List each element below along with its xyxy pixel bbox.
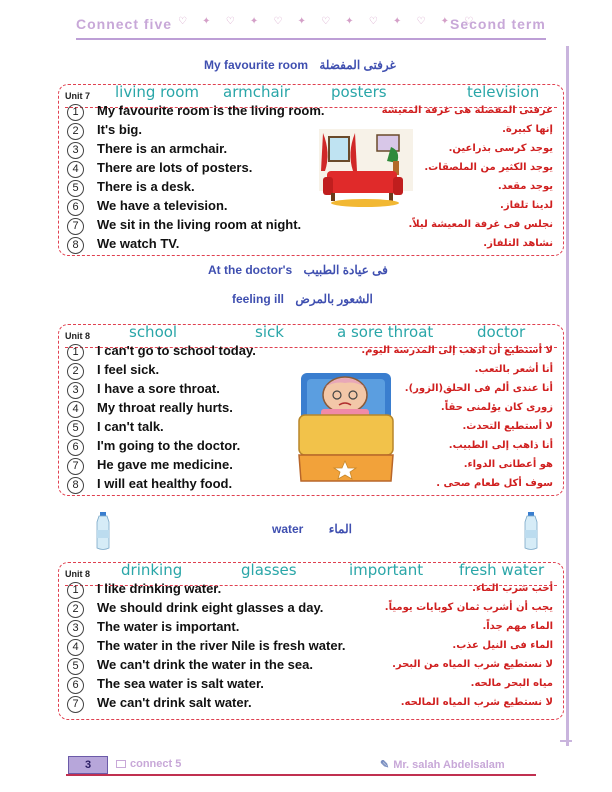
english-sentence: My throat really hurts. xyxy=(97,400,233,415)
row-number: 1 xyxy=(67,582,84,599)
sentence-row xyxy=(67,343,557,362)
sentence-row xyxy=(67,695,557,714)
arabic-translation: سوف أكل طعام صحى . xyxy=(436,478,553,489)
english-sentence: There is a desk. xyxy=(97,179,195,194)
english-sentence: He gave me medicine. xyxy=(97,457,233,472)
water-bottle-icon xyxy=(522,512,540,550)
sentence-row xyxy=(67,638,557,657)
pen-icon: ✎ xyxy=(380,759,390,771)
row-number: 8 xyxy=(67,237,84,254)
vocab-word: doctor xyxy=(477,323,526,341)
page-number: 3 xyxy=(68,756,108,774)
vocab-word: fresh water xyxy=(459,561,545,579)
arabic-translation: لا أستطيع التحدث. xyxy=(462,421,553,432)
row-number: 2 xyxy=(67,601,84,618)
english-sentence: The sea water is salt water. xyxy=(97,676,264,691)
arabic-translation: إنها كبيرة. xyxy=(502,124,553,135)
english-sentence: We watch TV. xyxy=(97,236,180,251)
row-number: 3 xyxy=(67,620,84,637)
row-number: 5 xyxy=(67,658,84,675)
footer-left-text: connect 5 xyxy=(130,758,182,770)
arabic-translation: يوجد الكثير من الملصقات. xyxy=(424,162,553,173)
section-subtitle-feeling xyxy=(232,292,373,306)
row-number: 4 xyxy=(67,161,84,178)
row-number: 1 xyxy=(67,344,84,361)
section-title-ar: الماء xyxy=(328,522,352,536)
vocab-word: living room xyxy=(115,83,199,101)
row-number: 6 xyxy=(67,439,84,456)
section-title-water xyxy=(272,522,352,536)
english-sentence: We have a television. xyxy=(97,198,228,213)
vocab-word: a sore throat xyxy=(337,323,434,341)
english-sentence: The water in the river Nile is fresh water. xyxy=(97,638,346,653)
arabic-translation: زورى كان يؤلمنى حقاً. xyxy=(440,402,553,413)
vocab-word: glasses xyxy=(241,561,297,579)
english-sentence: My favourite room is the living room. xyxy=(97,103,325,118)
arabic-translation: الماء فى النيل عذب. xyxy=(452,640,553,651)
row-number: 4 xyxy=(67,639,84,656)
row-number: 2 xyxy=(67,363,84,380)
arabic-translation: أحب شرب الماء. xyxy=(472,583,553,594)
english-sentence: It's big. xyxy=(97,122,142,137)
english-sentence: We sit in the living room at night. xyxy=(97,217,302,232)
english-sentence: I will eat healthy food. xyxy=(97,476,233,491)
section-doctor xyxy=(58,324,564,496)
vocab-word: armchair xyxy=(223,83,290,101)
row-number: 1 xyxy=(67,104,84,121)
footer-divider xyxy=(66,774,536,776)
sentence-row xyxy=(67,122,557,141)
section-title-room xyxy=(204,58,396,72)
english-sentence: There is an armchair. xyxy=(97,141,228,156)
row-number: 4 xyxy=(67,401,84,418)
vocab-word: important xyxy=(349,561,424,579)
english-sentence: I can't talk. xyxy=(97,419,164,434)
unit-label: Unit 8 xyxy=(65,569,91,579)
row-number: 6 xyxy=(67,199,84,216)
unit-label: Unit 7 xyxy=(65,91,91,101)
english-sentence: We should drink eight glasses a day. xyxy=(97,600,324,615)
sentence-row xyxy=(67,657,557,676)
english-sentence: We can't drink salt water. xyxy=(97,695,252,710)
footer-right-text: Mr. salah Abdelsalam xyxy=(393,759,505,771)
english-sentence: I like drinking water. xyxy=(97,581,222,596)
section-subtitle-ar: الشعور بالمرض xyxy=(295,292,373,306)
section-living-room xyxy=(58,84,564,256)
arabic-translation: لا نستطيع شرب المياه من البحر. xyxy=(392,659,553,670)
sentence-row xyxy=(67,676,557,695)
row-number: 3 xyxy=(67,382,84,399)
arabic-translation: أنا عندى ألم فى الحلق(الزور). xyxy=(404,383,553,394)
header-decoration: ♡ ✦ ♡ ✦ ♡ ✦ ♡ ✦ ♡ ✦ ♡ ✦ ♡ xyxy=(178,16,480,27)
arabic-translation: لا نستطيع شرب المياه المالحه. xyxy=(400,697,553,708)
book-icon xyxy=(116,760,126,768)
sentence-row xyxy=(67,198,557,217)
sentence-row xyxy=(67,160,557,179)
vocab-word: sick xyxy=(255,323,284,341)
arabic-translation: يجب أن أشرب ثمان كوبايات يومياً. xyxy=(384,602,553,613)
footer-author xyxy=(380,758,505,771)
english-sentence: There are lots of posters. xyxy=(97,160,253,175)
footer-book-title xyxy=(116,758,181,770)
section-title-en: water xyxy=(272,522,304,536)
arabic-translation: أنا ذاهب إلى الطبيب. xyxy=(448,440,553,451)
arabic-translation: مياه البحر مالحه. xyxy=(470,678,553,689)
english-sentence: I'm going to the doctor. xyxy=(97,438,241,453)
english-sentence: I have a sore throat. xyxy=(97,381,220,396)
row-number: 3 xyxy=(67,142,84,159)
arabic-translation: لدينا تلفاز. xyxy=(500,200,553,211)
page-header xyxy=(0,0,612,46)
sentence-row xyxy=(67,619,557,638)
row-number: 8 xyxy=(67,477,84,494)
water-bottle-icon xyxy=(94,512,112,550)
arabic-translation: هو أعطانى الدواء. xyxy=(463,459,553,470)
arabic-translation: يوجد مقعد. xyxy=(497,181,553,192)
row-number: 6 xyxy=(67,677,84,694)
section-title-doctor xyxy=(208,263,388,277)
row-number: 7 xyxy=(67,218,84,235)
arabic-translation: يوجد كرسى بذراعين. xyxy=(448,143,553,154)
arabic-translation: أنا أشعر بالتعب. xyxy=(474,364,553,375)
side-border-end xyxy=(560,740,572,742)
header-divider xyxy=(76,38,546,40)
arabic-translation: نجلس فى غرفة المعيشة ليلاً. xyxy=(408,219,553,230)
sentence-row xyxy=(67,236,557,255)
vocab-word: posters xyxy=(331,83,387,101)
english-sentence: The water is important. xyxy=(97,619,240,634)
vocab-word: school xyxy=(129,323,178,341)
living-room-illustration xyxy=(317,127,415,209)
sentence-row xyxy=(67,217,557,236)
row-number: 7 xyxy=(67,458,84,475)
english-sentence: I can't go to school today. xyxy=(97,343,256,358)
sentence-row xyxy=(67,179,557,198)
sentence-row xyxy=(67,581,557,600)
page-footer xyxy=(66,754,536,776)
row-number: 7 xyxy=(67,696,84,713)
english-sentence: We can't drink the water in the sea. xyxy=(97,657,313,672)
section-title-en: At the doctor's xyxy=(208,263,293,277)
section-water xyxy=(58,562,564,720)
row-number: 5 xyxy=(67,420,84,437)
row-number: 5 xyxy=(67,180,84,197)
side-border xyxy=(566,46,569,746)
section-subtitle-en: feeling ill xyxy=(232,292,285,306)
arabic-translation: لا أستطيع أن اذهب إلى المدرسة اليوم. xyxy=(361,345,553,356)
arabic-translation: الماء مهم جداً. xyxy=(482,621,553,632)
row-number: 2 xyxy=(67,123,84,140)
section-title-ar: فى عيادة الطبيب xyxy=(303,263,388,277)
vocab-word: drinking xyxy=(121,561,183,579)
sentence-row xyxy=(67,600,557,619)
sentence-row xyxy=(67,103,557,122)
section-title-en: My favourite room xyxy=(204,58,309,72)
header-right-title: Second term xyxy=(450,16,546,32)
sentence-row xyxy=(67,141,557,160)
vocab-word: television xyxy=(467,83,540,101)
sick-in-bed-illustration xyxy=(295,369,397,487)
english-sentence: I feel sick. xyxy=(97,362,160,377)
arabic-translation: نشاهد التلفاز. xyxy=(483,238,553,249)
unit-label: Unit 8 xyxy=(65,331,91,341)
arabic-translation: غرفتى المفضلة هى غرفة المعيشة xyxy=(381,105,553,116)
header-left-title: Connect five xyxy=(76,16,173,32)
section-title-ar: غرفتى المفضلة xyxy=(319,58,396,72)
